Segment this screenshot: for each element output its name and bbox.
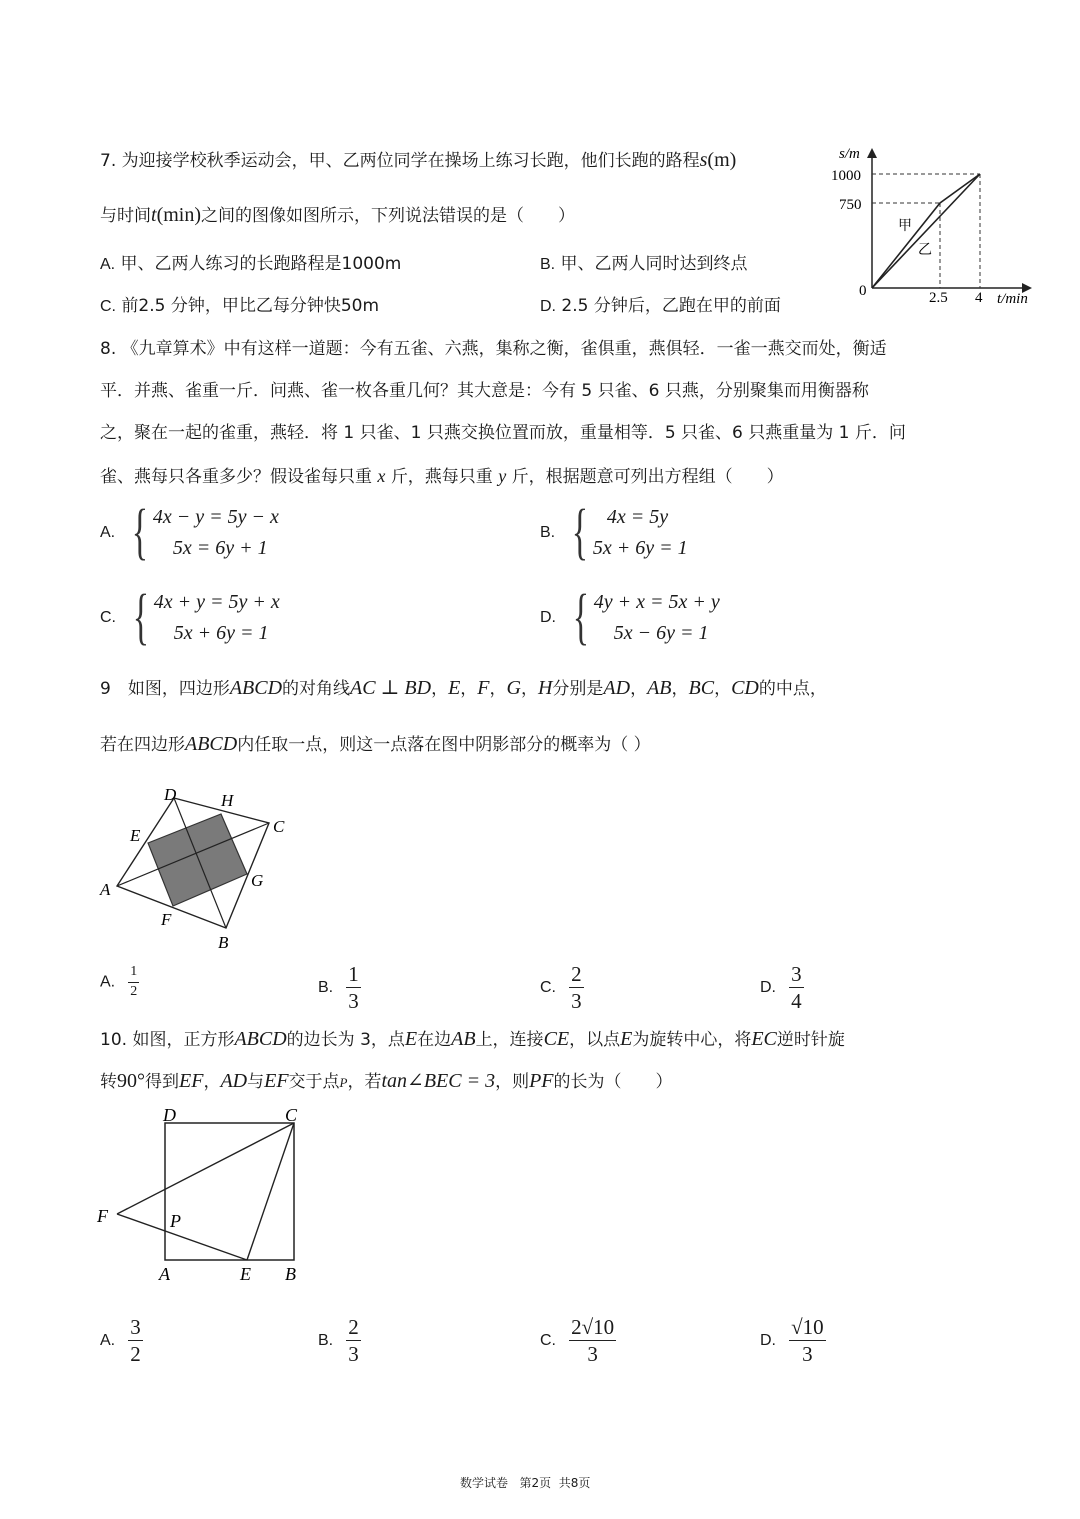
q7-x-axis-label: t/min <box>997 291 1028 307</box>
q9-option-a: A. $\frac{1}{2}$ <box>100 964 138 999</box>
q9-label-d: D <box>164 785 177 804</box>
q7-option-d: D. 2.5 分钟后，乙跑在甲的前面 <box>540 296 781 316</box>
q7-option-c: C. 前2.5 分钟，甲比乙每分钟快50m <box>100 296 380 316</box>
q10-label-p: P <box>170 1211 181 1231</box>
q8-a-eq2: 5x = 6y + 1 <box>172 536 268 559</box>
q10-option-b: B. $\frac{2}{3}$ <box>318 1315 359 1367</box>
q8-option-b: B. { 4x = 5y 5x + 6y = 1 <box>540 498 688 566</box>
q10-option-d: D. $\frac{√10}{3}$ <box>760 1315 824 1367</box>
q9-line2: 若在四边形ABCD内任取一点，则这一点落在图中阴影部分的概率为（ ） <box>100 733 651 755</box>
q10-square-figure <box>92 1108 312 1288</box>
q9-label-a: A <box>100 880 111 899</box>
q9-option-c: C. $\frac{2}{3}$ <box>540 962 582 1014</box>
q7-line-yi <box>872 174 980 288</box>
q7-label-yi: 乙 <box>918 243 932 258</box>
q10-option-c: C. $\frac{2√10}{3}$ <box>540 1315 615 1367</box>
q9-label-g: G <box>251 871 264 890</box>
q10-option-a: A. $\frac{3}{2}$ <box>100 1315 141 1367</box>
q10-label-a: A <box>159 1264 170 1284</box>
footer-page: 第2页 <box>519 1476 552 1490</box>
q7-option-a: A. 甲、乙两人练习的长跑路程是1000m <box>100 254 402 274</box>
q8-d-eq2: 5x − 6y = 1 <box>613 621 709 644</box>
q9-label-f: F <box>161 910 172 929</box>
q9-option-d: D. $\frac{3}{4}$ <box>760 962 802 1014</box>
q8-d-eq1: 4y + x = 5x + y <box>593 590 720 613</box>
q8-line4: 雀、燕每只各重多少？假设雀每只重 x 斤，燕每只重 y 斤，根据题意可列出方程组（ ） <box>100 466 784 487</box>
q8-line1: 8. 《九章算术》中有这样一道题：今有五雀、六燕，集称之衡，雀俱重，燕俱轻．一雀一燕交而处，衡适 <box>100 339 887 359</box>
q8-c-eq2: 5x + 6y = 1 <box>173 621 269 644</box>
q7-y-axis-arrow <box>867 148 877 158</box>
q7-line2: 与时间t(min)之间的图像如图所示，下列说法错误的是（ ） <box>100 204 575 226</box>
q9-line1: 9 如图，四边形ABCD的对角线AC ⊥ BD，E，F，G，H分别是AD，AB，BC，CD的中点， <box>100 677 827 699</box>
q9-label-b: B <box>218 933 229 952</box>
q9-shaded-region <box>148 814 247 906</box>
q7-x-tick-25: 2.5 <box>929 290 948 306</box>
q8-b-eq2: 5x + 6y = 1 <box>592 536 688 559</box>
q10-line2: 转90°得到EF，AD与EF交于点P，若tan∠BEC = 3，则PF的长为（ ） <box>100 1070 673 1092</box>
q10-label-c: C <box>285 1108 298 1125</box>
q7-option-b: B. 甲、乙两人同时达到终点 <box>540 254 748 274</box>
q7-line1: 7. 为迎接学校秋季运动会，甲、乙两位同学在操场上练习长跑，他们长跑的路程s(m) <box>100 149 737 171</box>
q7-y-axis-label: s/m <box>839 146 860 162</box>
q9-label-c: C <box>273 817 285 836</box>
q7-y-tick-750: 750 <box>839 197 862 213</box>
q10-line1: 10. 如图，正方形ABCD的边长为 3，点E在边AB上，连接CE，以点E为旋转中心，将EC逆时针旋 <box>100 1028 845 1050</box>
q8-option-a: A. { 4x − y = 5y − x 5x = 6y + 1 <box>100 498 279 566</box>
footer-subject: 数学试卷 <box>460 1476 509 1490</box>
page-footer <box>460 1474 590 1491</box>
q9-option-b: B. $\frac{1}{3}$ <box>318 962 359 1014</box>
q8-line3: 之，聚在一起的雀重，燕轻．将 1 只雀、1 只燕交换位置而放，重量相等．5 只雀、6 只燕重量为 1 斤．问 <box>100 423 906 443</box>
q8-a-eq1: 4x − y = 5y − x <box>152 505 279 528</box>
q10-square-abcd <box>165 1123 294 1260</box>
q9-label-h: H <box>221 791 234 810</box>
q7-label-jia: 甲 <box>898 219 912 234</box>
q8-line2: 平．并燕、雀重一斤．问燕、雀一枚各重几何？其大意是：今有 5 只雀、6 只燕，分别聚集而用衡器称 <box>100 381 869 401</box>
q7-x-tick-4: 4 <box>975 290 983 306</box>
q10-segment-fe <box>117 1214 247 1260</box>
q7-origin-label: 0 <box>859 283 867 299</box>
q8-option-d: D. { 4y + x = 5x + y 5x − 6y = 1 <box>540 583 720 651</box>
q10-label-e: E <box>240 1264 251 1284</box>
q8-c-eq1: 4x + y = 5y + x <box>153 590 280 613</box>
q10-label-d: D <box>163 1108 176 1125</box>
footer-total: 共8页 <box>558 1476 591 1490</box>
q10-label-b: B <box>285 1264 296 1284</box>
q8-option-c: C. { 4x + y = 5y + x 5x + 6y = 1 <box>100 583 280 651</box>
q7-distance-time-graph <box>825 140 1045 315</box>
q9-quadrilateral-figure <box>95 780 305 955</box>
q7-y-tick-1000: 1000 <box>831 168 861 184</box>
q9-label-e: E <box>130 826 141 845</box>
q10-label-f: F <box>97 1206 108 1226</box>
q8-b-eq1: 4x = 5y <box>606 505 669 528</box>
